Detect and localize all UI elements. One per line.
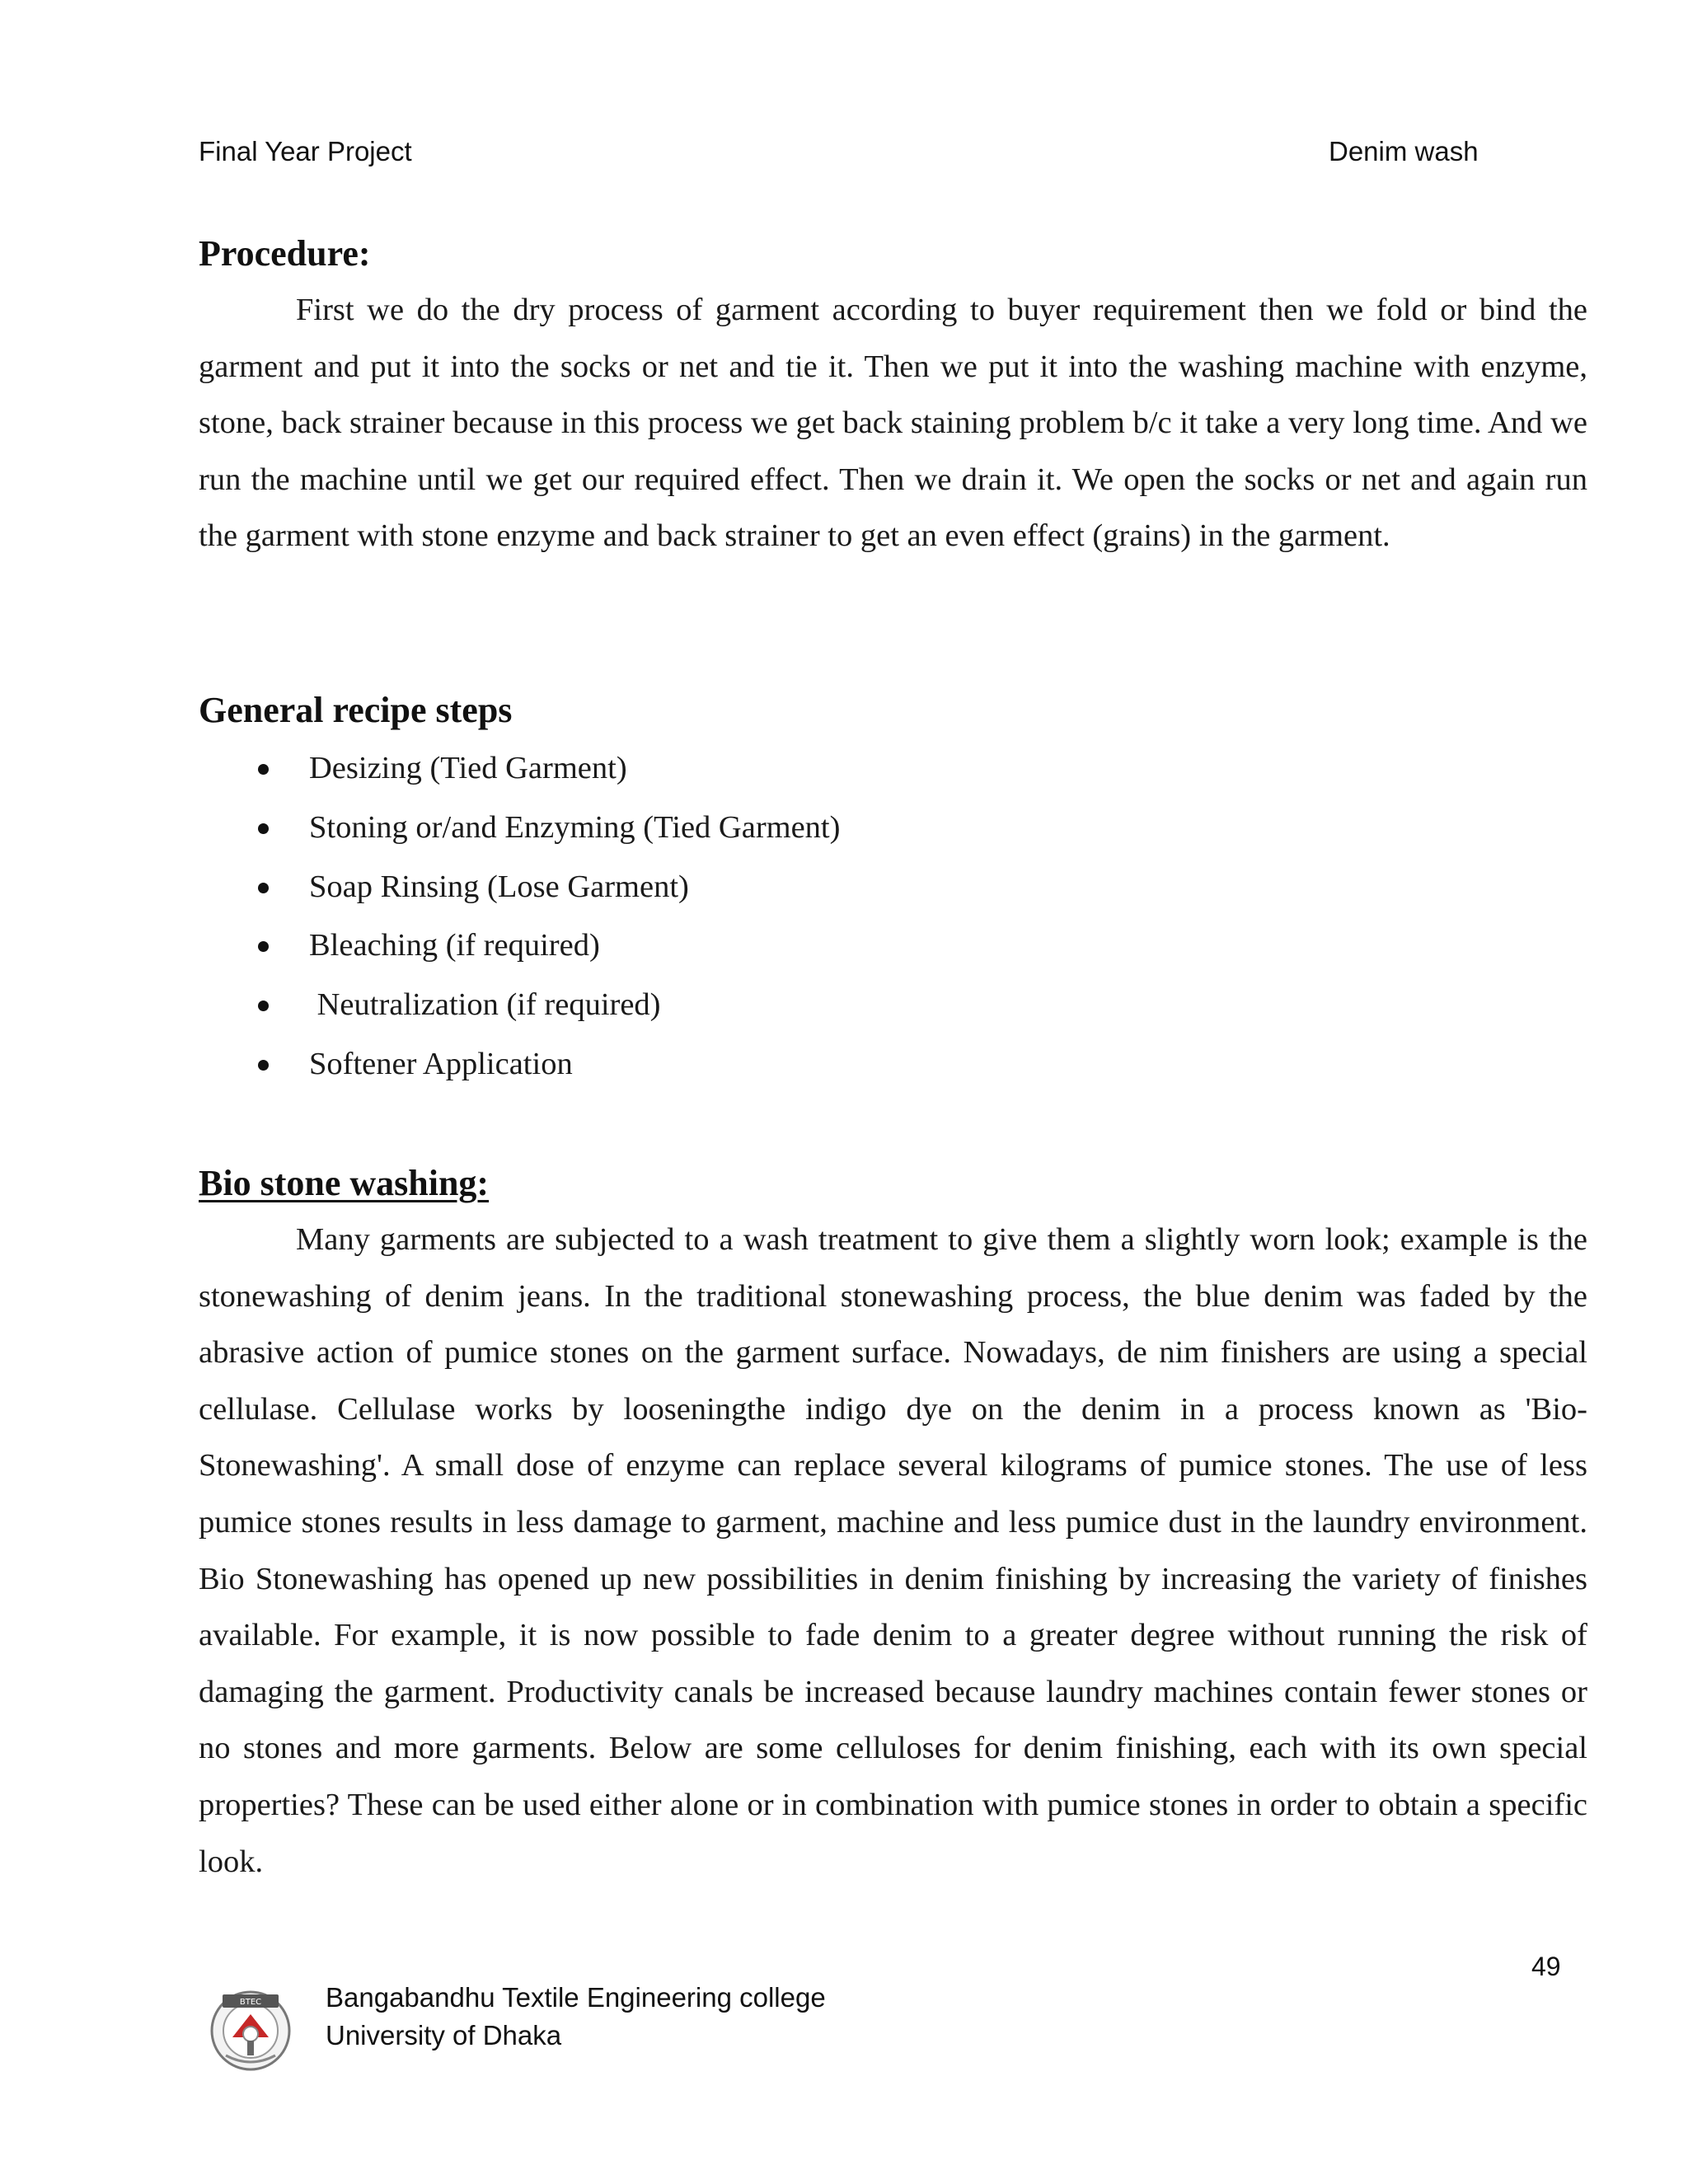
- bullet-icon: [258, 883, 269, 893]
- list-item: [199, 976, 1587, 1035]
- seal-text: BTEC: [239, 1998, 262, 2007]
- recipe-step-label: Desizing (Tied Garment): [309, 751, 627, 785]
- header-right-title: Denim wash: [1329, 136, 1479, 166]
- recipe-step-label: Softener Application: [309, 1046, 573, 1081]
- bio-stone-paragraph: Many garments are subjected to a wash treatment to give them a slightly worn look; example is the stonewashing of denim jeans. In the traditional stonewashing process, the blue denim was faded by the abrasive action of pumice stones on the garment surface. Nowadays, de nim finishers are using a special cellulase. Cellulase works by looseningthe indigo dye on the denim in a process known as 'Bio-Stonewashing'. A small dose of enzyme can replace several kilograms of pumice stones. The use of less pumice stones results in less damage to garment, machine and less pumice dust in the laundry environment. Bio Stonewashing has opened up new possibilities in denim finishing by increasing the variety of finishes available. For example, it is now possible to fade denim to a greater degree without running the risk of damaging the garment. Productivity canals be increased because laundry machines contain fewer stones or no stones and more garments. Below are some celluloses for denim finishing, each with its own special properties? These can be used either alone or in combination with pumice stones in order to obtain a specific look.: [199, 1222, 1587, 1879]
- page-number: 49: [1531, 1952, 1561, 1981]
- list-item: [199, 739, 1587, 799]
- bullet-icon: [258, 941, 269, 952]
- bullet-icon: [258, 823, 269, 834]
- recipe-step-label: Soap Rinsing (Lose Garment): [309, 869, 689, 904]
- recipe-heading: General recipe steps: [199, 690, 513, 730]
- procedure-heading: Procedure:: [199, 233, 371, 274]
- bullet-icon: [258, 1060, 269, 1071]
- recipe-section: [199, 686, 1587, 1094]
- bullet-icon: [258, 1001, 269, 1011]
- list-item: [199, 799, 1587, 858]
- recipe-step-label: Stoning or/and Enzyming (Tied Garment): [309, 809, 841, 845]
- bio-stone-section: [199, 1159, 1587, 1890]
- bullet-icon: [258, 764, 269, 775]
- college-seal-icon: [209, 1990, 292, 2072]
- procedure-paragraph: First we do the dry process of garment according to buyer requirement then we fold or bind the garment and put it into the socks or net and tie it. Then we put it into the washing machine with enzyme, stone, back strainer because in this process we get back staining problem b/c it take a very long time. And we run the machine until we get our required effect. Then we drain it. We open the socks or net and again run the garment with stone enzyme and back strainer to get an even effect (grains) in the garment.: [199, 293, 1587, 554]
- footer-institution: [326, 1979, 826, 2055]
- bio-stone-heading: Bio stone washing:: [199, 1163, 490, 1203]
- recipe-steps-list: [199, 739, 1587, 1094]
- recipe-step-label: Bleaching (if required): [309, 928, 600, 963]
- procedure-section: [199, 229, 1587, 565]
- list-item: [199, 1035, 1587, 1094]
- header-left-title: Final Year Project: [199, 136, 412, 166]
- footer-college-name: Bangabandhu Textile Engineering college: [326, 1982, 826, 2013]
- recipe-step-label: Neutralization (if required): [309, 987, 661, 1023]
- list-item: [199, 858, 1587, 917]
- footer-university-name: University of Dhaka: [326, 2020, 562, 2050]
- list-item: [199, 916, 1587, 976]
